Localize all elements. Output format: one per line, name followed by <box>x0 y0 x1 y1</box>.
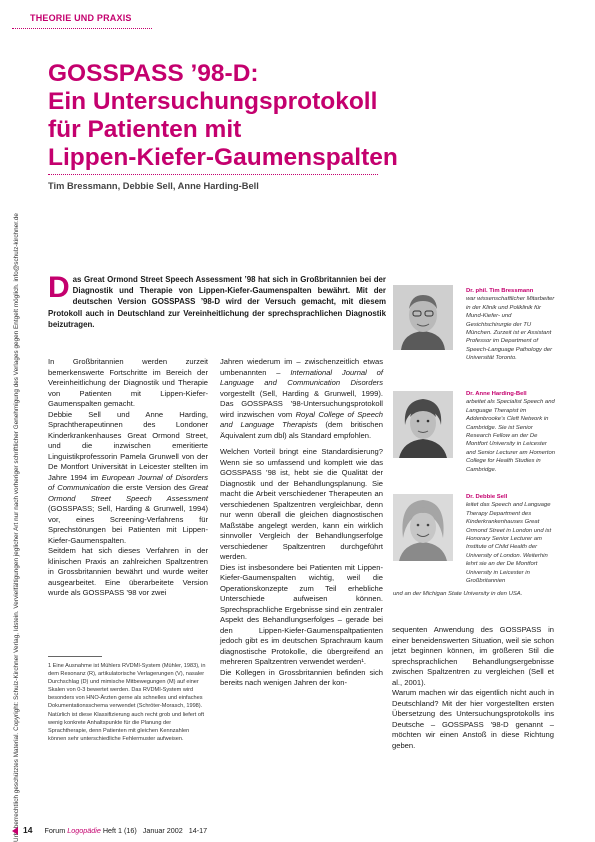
title-line: GOSSPASS ’98-D: <box>48 60 259 87</box>
body-column-2 <box>220 357 383 689</box>
body-column-3 <box>392 625 554 751</box>
paragraph: Debbie Sell und Anne Harding, Sprachtherapeutinnen des Londoner Kinderkrankenhauses Great Ormond Street, und die inzwischen emeritierte Linguistikprofessorin Pamela Grunwell von der De Montfort Universität in Leicester stellten im Jahre 1994 im European Journal of Disorders of Communication die erste Version des Great Ormond Street Speech Assessment (GOSSPASS; Sell, Harding & Grunwell, 1994) vor, eines Screening-Verfahrens für Sprechstörungen bei Patienten mit Lippen-Kiefer-Gaumenspalten. <box>48 409 209 545</box>
paragraph: Dies ist insbesondere bei Patienten mit Lippen-Kiefer-Gaumenspalten wichtig, weil die Operationskonzepte zum Teil erhebliche Unterschiede aufweisen können. Sprechsprachliche Ergebnisse sind ein zentraler Aspekt des Behandlungserfolges – gerade bei den Lippen-Kiefer-Gaumenspaltpatienten jedoch gibt es im deutschen Sprachraum kaum diagnostische Protokolle, die übergreifend an mehreren Spaltzentren verwendet werden¹. <box>220 562 383 666</box>
paragraph: Warum machen wir das eigentlich nicht auch in Deutschland? Mit der hier vorgestellten ersten Übersetzung des Untersuchungsprotokolls ins Deutsche – GOSSPASS ’98-D genannt – möchten wir einen Anstoß in diese Richtung geben. <box>392 688 554 750</box>
journal-name: Logopädie <box>67 826 101 835</box>
lead-text: as Great Ormond Street Speech Assessment ’98 hat sich in Großbritannien bei der Diagnostik und Therapie von Lippen-Kiefer-Gaumenspalten bewährt. Mit der deutschen Version GOSSPASS ’98-D wird der Versuch gemacht, mit diesem Protokoll auch in Deutschland zur Vereinheitlichung der sprechsprachlichen Diagnostik beizutragen. <box>48 275 386 329</box>
journal-issue: Heft 1 (16) Januar 2002 14-17 <box>102 826 208 835</box>
author-bio-text: arbeitet als Specialist Speech and Language Therapist im Addenbrooke’s Cleft Network in Cambridge. Sie ist Senior Research Fellow an der De Montfort University in Leicester and Senior Lecturer am Homerton College for Health Studies in Cambridge. <box>466 399 556 473</box>
page-arrow-icon <box>12 827 18 835</box>
author-bio-text: war wissenschaftlicher Mitarbeiter in der Klinik und Poliklinik für Mund-Kiefer- und Gesichtschirurgie der TU München. Zurzeit ist er Assistant Professor im Department of Speech-Language Pathology der Universität Toronto. <box>466 296 555 362</box>
section-label: THEORIE UND PRAXIS <box>30 13 132 23</box>
author-bio-sell <box>466 493 556 585</box>
paragraph: Die Kollegen in Grossbritannien befinden sich bereits nach wenigen Jahren der kon- <box>220 667 383 687</box>
title-divider <box>48 174 378 175</box>
paragraph: Jahren wiederum im – zwischenzeitlich etwas umbenannten – International Journal of Language and Communication Disorders vorgestellt (Sell, Harding & Grunwell, 1999). Das GOSSPASS ’98-Untersuchungsprotokoll wird inzwischen vom Royal College of Speech and Language Therapists (dem britischen Äquivalent zum dbl) als Standard empfohlen. <box>220 357 383 440</box>
author-bio-harding-bell <box>466 390 556 474</box>
article-authors: Tim Bressmann, Debbie Sell, Anne Harding-Bell <box>48 181 259 191</box>
paragraph: In Großbritannien werden zurzeit bemerkenswerte Fortschritte im Bereich der Vereinheitlichung der Diagnostik und Therapie von Patienten mit Lippen-Kiefer-Gaumenspalten gemacht. <box>48 357 208 408</box>
author-name: Dr. phil. Tim Bressmann <box>466 288 534 294</box>
article-title <box>48 60 548 172</box>
author-name: Dr. Anne Harding-Bell <box>466 391 527 397</box>
title-line: Lippen-Kiefer-Gaumenspalten <box>48 144 398 171</box>
lead-paragraph <box>48 271 386 330</box>
title-line: Ein Untersuchungsprotokoll <box>48 88 378 115</box>
journal-forum: Forum <box>44 826 66 835</box>
copyright-notice: Urheberrechtlich geschütztes Material. Copyright: Schulz-Kirchner Verlag, Idstein. Vervielfältigungen jeglicher Art nur nach vorheriger schriftlicher Genehmigung des Verlages gegen Entgelt möglich. info@schulz-kirchner.de <box>13 213 20 842</box>
paragraph: sequenten Anwendung des GOSSPASS in einer beneidenswerten Situation, weil sie schon jetzt beginnen können, im größeren Stil die sprechsprachlichen Behandlungsergebnisse zwischen Spaltzentren zu vergleichen (Sell et al., 2001). <box>392 625 554 687</box>
author-bio-text: leitet das Speech and Language Therapy Department des Kinderkrankenhauses Great Ormond Street in London und ist Honorary Senior Lecturer am Institute of Child Health der University of London. Weiterhin lehrt sie an der De Montfort University in Leicester in Großbritannien <box>466 502 552 585</box>
title-line: für Patienten mit <box>48 116 242 143</box>
author-name: Dr. Debbie Sell <box>466 494 508 500</box>
footnote: 1 Eine Ausnahme ist Mühlers RVDMI-System (Mühler, 1983), in dem Resonanz (R), artikulatorische Verlagerungen (V), nasaler Durchschlag (D) und mimische Mitbewegungen (M) auf einer Skalen von 0-3 bewertet werden. Das RVDMI-System wird besonders von HNO-Ärzten gerne als schnelles und einfaches Dokumentationsschema verwendet (Schröter-Morasch, 1998). Natürlich ist diese Klassifizierung auch recht grob und liefert oft wenig konkrete Anhaltspunkte für die Planung der Sprachtherapie, denn Patienten mit gleichen Kennzahlen können sehr unterschiedliche Fehlermuster aufweisen. <box>48 663 206 742</box>
page-number: 14 <box>23 825 33 835</box>
author-bio-bressmann <box>466 287 556 363</box>
author-photo-bressmann <box>393 285 453 350</box>
paragraph: Welchen Vorteil bringt eine Standardisierung? Wenn sie so umfassend und komplett wie das GOSSPASS ’98 ist, hebt sie die Qualität der Diagnostik und der Behandlungsplanung. Sie macht die Arbeit verschiedener Therapeuten an verschiedenen Spaltzentren vergleichbar, denn nur wenn überall die gleichen diagnostischen Maßstäbe angelegt werden, kann ein wirklich sinnvoller Vergleich der Behandlungserfolge verschiedener Spaltzentren durchgeführt werden. <box>220 447 383 561</box>
author-photo-sell <box>393 494 453 561</box>
paragraph: Seitdem hat sich dieses Verfahren in der klinischen Praxis an zahlreichen Spaltzentren in Grossbritannien bewährt und wurde weiter ausgearbeitet. Eine überarbeitete Version wurde als GOSSPASS ’98 vor zwei <box>48 546 208 597</box>
drop-cap: D <box>48 271 70 304</box>
footnote-divider <box>48 656 102 657</box>
body-column-1 <box>48 357 208 599</box>
page-footer <box>23 825 207 835</box>
section-divider <box>12 28 152 29</box>
author-photo-harding-bell <box>393 391 453 458</box>
author-bio-sell-continued: und an der Michigan State University in den USA. <box>393 591 523 597</box>
